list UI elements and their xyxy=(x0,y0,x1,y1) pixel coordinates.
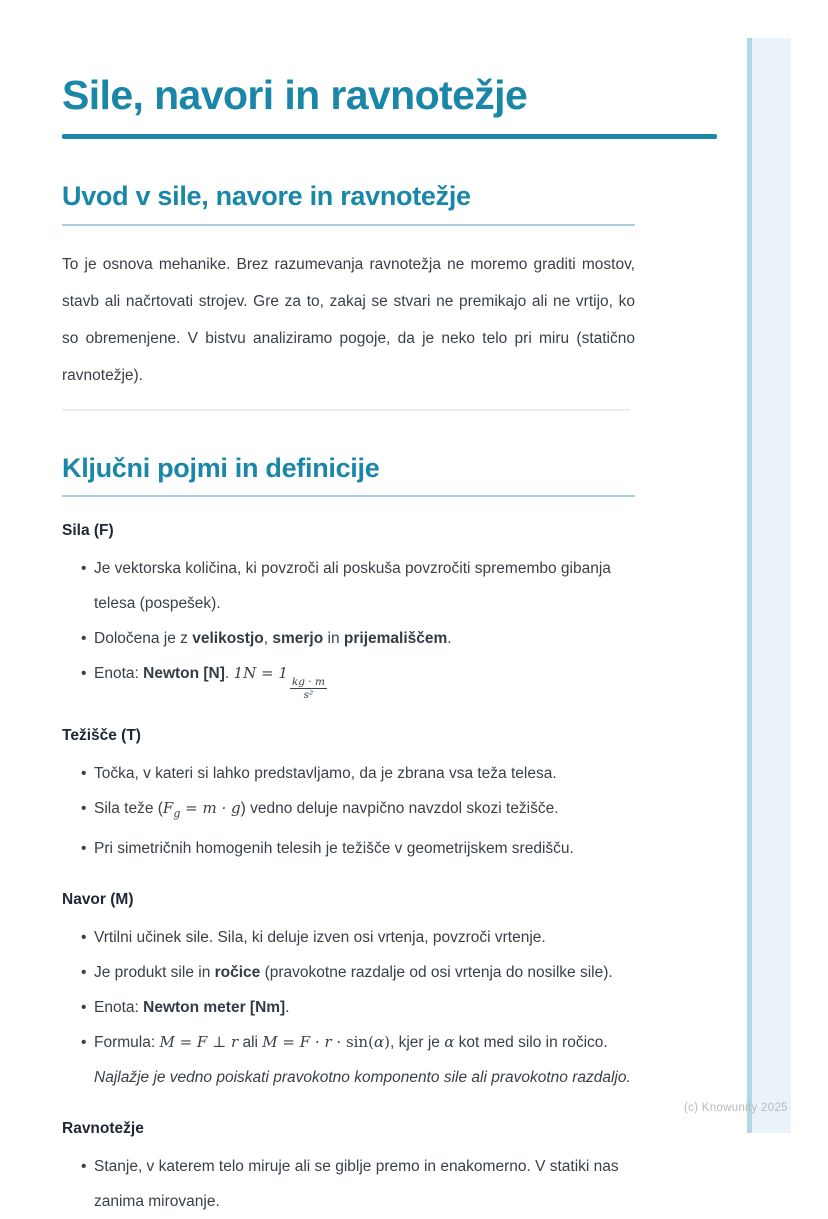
bullet-text: Sila teže ( xyxy=(94,799,163,817)
math-expression: M = F · r · xyxy=(262,1032,346,1051)
math-expression: M = F ⊥ r xyxy=(159,1032,239,1051)
list-item: • Je produkt sile in ročice (pravokotne razdalje od osi vrtenja do nosilke sile). xyxy=(62,955,635,990)
list-item xyxy=(62,831,635,866)
list-item xyxy=(62,756,635,791)
math-expression: 1N = 1 xyxy=(233,664,288,683)
bullet-text: Je vektorska količina, ki povzroči ali poskuša povzročiti spremembo gibanja telesa (pospešek). xyxy=(94,560,611,613)
math-subscript: g xyxy=(173,806,181,820)
math-fraction: $\frac{kg \cdot m}{\text{s²}}$ xyxy=(291,676,325,702)
math-expression: = m · g xyxy=(180,798,241,817)
list-item: • Enota: Newton meter [Nm]. xyxy=(62,990,635,1025)
list-item xyxy=(62,920,635,955)
section-divider xyxy=(62,409,630,411)
bullet-list-sila xyxy=(62,551,635,701)
math-expression: F xyxy=(162,798,174,817)
title-rule xyxy=(62,134,717,139)
bold-term: Newton meter [Nm] xyxy=(143,998,286,1016)
bold-term: velikostjo xyxy=(192,630,264,648)
bold-term: prijemališčem xyxy=(343,630,448,648)
math-alpha: α xyxy=(373,1032,385,1051)
bullet-text: Formula: xyxy=(94,1033,160,1051)
bullet-text: Stanje, v katerem telo miruje ali se giblje premo in enakomerno. V statiki nas zanima mirovanje. xyxy=(94,1157,619,1210)
bullet-list-ravnotezje xyxy=(62,1149,635,1219)
subsection-title-sila: Sila (F) xyxy=(62,522,114,540)
list-item xyxy=(62,551,635,621)
page-title: Sile, navori in ravnotežje xyxy=(62,72,528,118)
list-item: • Formula: M = F ⊥ r ali M = F · r · sin(α), kjer je α kot med silo in ročico. Najlažje je vedno poiskati pravokotno komponento sile ali pravokotno razdaljo. xyxy=(62,1025,635,1095)
list-item: • Sila teže $(F_g = m \cdot g)$ vedno deluje navpično navzdol skozi težišče. xyxy=(62,791,635,831)
list-item xyxy=(62,1149,635,1219)
bold-term: ročice xyxy=(214,963,261,981)
bullet-text: Določena je z xyxy=(94,630,193,648)
bullet-text: Je produkt sile in xyxy=(94,963,215,981)
bullet-list-navor xyxy=(62,920,635,1095)
section-heading-concepts: Ključni pojmi in definicije xyxy=(62,453,380,484)
bullet-text: Točka, v kateri si lahko predstavljamo, da je zbrana vsa teža telesa. xyxy=(94,764,557,782)
bullet-text: Pri simetričnih homogenih telesih je težišče v geometrijskem središču. xyxy=(94,839,574,857)
list-item: • Določena je z velikostjo, smerjo in prijemališčem. xyxy=(62,621,635,656)
subsection-title-navor: Navor (M) xyxy=(62,890,134,908)
math-alpha: α xyxy=(444,1032,455,1051)
section-underline xyxy=(62,495,635,497)
list-item: • Enota: Newton [N]. 1N = 1 $\frac{kg \cdot m}{\text{s²}}$ xyxy=(62,656,635,701)
section-underline xyxy=(62,224,635,226)
italic-note: Najlažje je vedno poiskati pravokotno komponento sile ali pravokotno razdaljo. xyxy=(94,1068,631,1086)
bullet-text: Enota: xyxy=(94,665,144,683)
subsection-title-ravnotezje: Ravnotežje xyxy=(62,1119,144,1137)
decorative-side-strip xyxy=(747,38,791,1133)
bold-term: smerjo xyxy=(272,630,324,648)
bullet-text: Enota: xyxy=(94,998,144,1016)
document-page xyxy=(62,0,635,1219)
copyright-watermark: (c) Knowunity 2025 xyxy=(684,1102,788,1114)
intro-paragraph: To je osnova mehanike. Brez razumevanja ravnotežja ne moremo graditi mostov, stavb ali načrtovati strojev. Gre za to, zakaj se stvari ne premikajo ali ne vrtijo, ko so obremenjene. V bistvu analiziramo pogoje, da je neko telo pri miru (statično ravnotežje). xyxy=(62,255,635,384)
bullet-list-tezisce xyxy=(62,756,635,866)
subsection-title-tezisce: Težišče (T) xyxy=(62,726,141,744)
section-heading-intro: Uvod v sile, navore in ravnotežje xyxy=(62,181,471,212)
bullet-text: Vrtilni učinek sile. Sila, ki deluje izven osi vrtenja, povzroči vrtenje. xyxy=(94,928,546,946)
bold-term: Newton [N] xyxy=(143,665,225,683)
math-function: sin( xyxy=(345,1032,374,1051)
